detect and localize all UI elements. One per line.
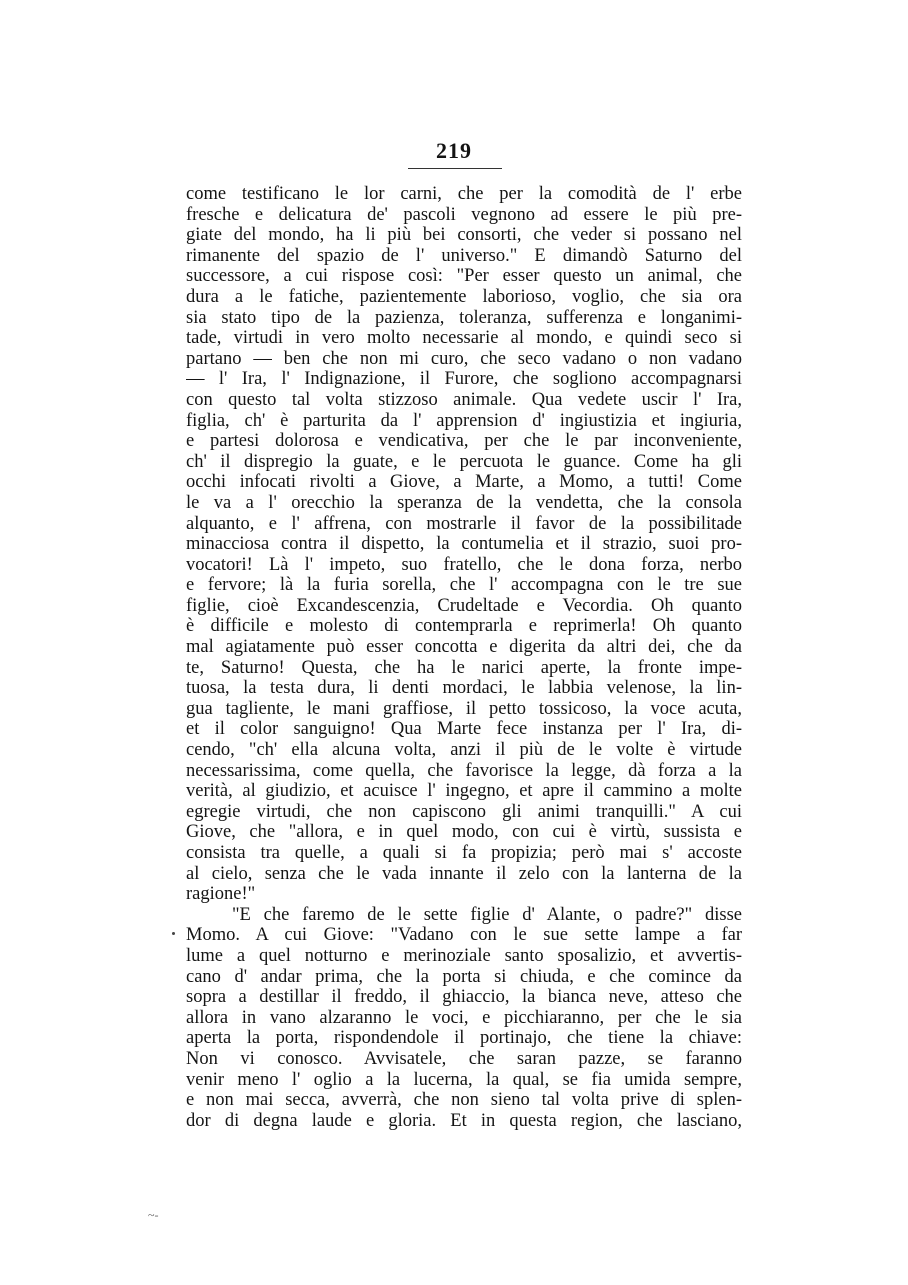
body-text [186, 184, 742, 1131]
text-line: e partesi dolorosa e vendicativa, per che le par inconveniente, [186, 431, 742, 452]
text-line: mal agiatamente può esser concotta e digerita da altri dei, che da [186, 637, 742, 658]
text-line: tuosa, la testa dura, li denti mordaci, le labbia velenose, la lin- [186, 678, 742, 699]
paragraph-end-line: ragione!" [186, 884, 256, 905]
paragraph-start-line: "E che faremo de le sette figlie d' Alante, o padre?" disse [232, 904, 742, 925]
text-line: te, Saturno! Questa, che ha le narici aperte, la fronte impe- [186, 657, 742, 678]
text-line: successore, a cui rispose così: "Per esser questo un animal, che [186, 266, 742, 287]
text-line: gua tagliente, le mani graffiose, il petto tossicoso, la voce acuta, [186, 698, 742, 719]
text-line: Momo. A cui Giove: "Vadano con le sue sette lampe a far [186, 925, 742, 946]
text-line: e fervore; là la furia sorella, che l' accompagna con le tre sue [186, 575, 742, 596]
text-line: al cielo, senza che le vada innante il zelo con la lanterna de la [186, 863, 742, 884]
text-line: occhi infocati rivolti a Giove, a Marte, a Momo, a tutti! Come [186, 472, 742, 493]
text-line: Non vi conosco. Avvisatele, che saran pazze, se faranno [186, 1048, 742, 1069]
text-line: figlie, cioè Excandescenzia, Crudeltade e Vecordia. Oh quanto [186, 595, 742, 616]
margin-dot [172, 932, 175, 935]
text-line: allora in vano alzaranno le voci, e picchiaranno, per che le sia [186, 1007, 742, 1028]
text-line: vocatori! Là l' impeto, suo fratello, che le dona forza, nerbo [186, 554, 742, 575]
text-line: lume a quel notturno e merinoziale santo sposalizio, et avvertis- [186, 945, 742, 966]
text-line: alquanto, e l' affrena, con mostrarle il favor de la possibilitade [186, 513, 742, 534]
page-number: 219 [436, 138, 472, 163]
text-line: dor di degna laude e gloria. Et in questa region, che lasciano, [186, 1110, 742, 1131]
text-line: è difficile e molesto di contemprarla e reprimerla! Oh quanto [186, 616, 742, 637]
text-line: rimanente del spazio de l' universo." E dimandò Saturno del [186, 245, 742, 266]
text-line: tade, virtudi in vero molto necessarie al mondo, e quindi seco si [186, 328, 742, 349]
text-line: verità, al giudizio, et acuisce l' ingegno, et apre il cammino a molte [186, 781, 742, 802]
text-line: cano d' andar prima, che la porta si chiuda, e che comince da [186, 966, 742, 987]
text-line: egregie virtudi, che non capiscono gli animi tranquilli." A cui [186, 801, 742, 822]
text-line: figlia, ch' è parturita da l' apprension d' ingiustizia et ingiuria, [186, 410, 742, 431]
corner-mark: ~- [148, 1208, 159, 1222]
text-line: giate del mondo, ha li più bei consorti, che veder si possano nel [186, 225, 742, 246]
text-line: partano — ben che non mi curo, che seco vadano o non vadano [186, 348, 742, 369]
text-line: e non mai secca, avverrà, che non sieno tal volta prive di splen- [186, 1090, 742, 1111]
text-line: sopra a destillar il freddo, il ghiaccio, la bianca neve, atteso che [186, 987, 742, 1008]
text-line: necessarissima, come quella, che favorisce la legge, dà forza a la [186, 760, 742, 781]
text-line: fresche e delicatura de' pascoli vegnono ad essere le più pre- [186, 204, 742, 225]
text-line: cendo, "ch' ella alcuna volta, anzi il più de le volte è virtude [186, 740, 742, 761]
text-line: et il color sanguigno! Qua Marte fece instanza per l' Ira, di- [186, 719, 742, 740]
text-line: sia stato tipo de la pazienza, toleranza, sufferenza e longanimi- [186, 307, 742, 328]
header-rule [408, 168, 502, 169]
text-line: consista tra quelle, a quali si fa propizia; però mai s' accoste [186, 843, 742, 863]
text-line: Giove, che "allora, e in quel modo, con cui è virtù, sussista e [186, 822, 742, 843]
text-line: venir meno l' oglio a la lucerna, la qual, se fia umida sempre, [186, 1069, 742, 1090]
text-line: come testificano le lor carni, che per la comodità de l' erbe [186, 184, 742, 204]
text-line: minacciosa contra il dispetto, la contumelia et il strazio, suoi pro- [186, 534, 742, 555]
text-line: — l' Ira, l' Indignazione, il Furore, che sogliono accompagnarsi [186, 369, 742, 390]
text-line: le va a l' orecchio la speranza de la vendetta, che la consola [186, 492, 742, 513]
text-line: con questo tal volta stizzoso animale. Qua vedete uscir l' Ira, [186, 389, 742, 410]
text-line: aperta la porta, rispondendole il portinajo, che tiene la chiave: [186, 1028, 742, 1049]
text-line: ch' il dispregio la guate, e le percuota le guance. Come ha gli [186, 451, 742, 472]
text-line: dura a le fatiche, pazientemente laborioso, voglio, che sia ora [186, 286, 742, 307]
